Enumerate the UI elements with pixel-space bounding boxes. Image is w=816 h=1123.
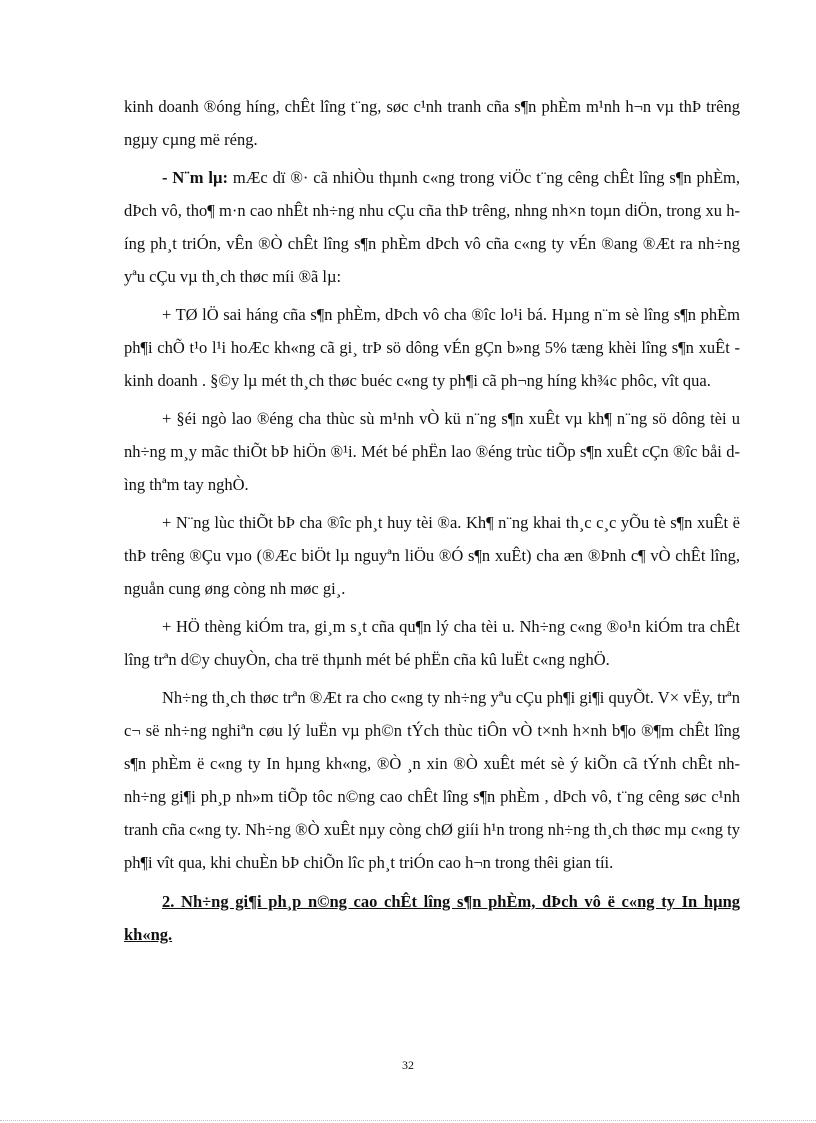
paragraph-fifth-point [124, 161, 740, 293]
paragraph-continuation: kinh doanh ®óng híng, chÊt lîng t¨ng, søc c¹nh tranh cña s¶n phÈm m¹nh h¬n vµ thÞ trêng ngµy cµng më réng. [124, 97, 740, 149]
paragraph-inspection: + HÖ thèng kiÓm tra, gi¸m s¸t cña qu¶n lý cha tèi u. Nh÷ng c«ng ®o¹n kiÓm tra chÊt lîng trªn d©y chuyÒn, cha trë thµnh mét bé phËn cña kû luËt c«ng nghÖ. [124, 617, 740, 669]
body-text [124, 90, 740, 951]
paragraph-lead: - N¨m lµ: [162, 168, 229, 187]
paragraph-text: mÆc dï ®· cã nhiÒu thµnh c«ng trong viÖc t¨ng cêng chÊt lîng s¶n phÈm, dÞch vô, tho¶ m·n cao nhÊt nh÷ng nhu cÇu cña thÞ trêng, nhng nh×n toµn diÖn, trong xu híng ph¸t triÓn, vÊn ®Ò chÊt lîng s¶n phÈm dÞch vô cña c«ng ty vÉn ®ang ®Æt ra nh÷ng yªu cÇu vµ th¸ch thøc míi ®ã lµ: [124, 168, 740, 286]
paragraph-equipment: + N¨ng lùc thiÕt bÞ cha ®îc ph¸t huy tèi ®a. Kh¶ n¨ng khai th¸c c¸c yÕu tè s¶n xuÊt ë thÞ trêng ®Çu vµo (®Æc biÖt lµ nguyªn liÖu ®Ó s¶n xuÊt) cha æn ®Þnh c¶ vÒ chÊt lîng, nguån cung øng còng nh møc gi¸. [124, 513, 740, 598]
section-heading: 2. Nh÷ng gi¶i ph¸p n©ng cao chÊt lîng s¶n phÈm, dÞch vô ë c«ng ty In hµng kh«ng. [124, 892, 740, 944]
paragraph-workforce: + §éi ngò lao ®éng cha thùc sù m¹nh vÒ kü n¨ng s¶n xuÊt vµ kh¶ n¨ng sö dông tèi u nh÷ng m¸y mãc thiÕt bÞ hiÖn ®¹i. Mét bé phËn lao ®éng trùc tiÕp s¶n xuÊt cÇn ®îc båi dìng thªm tay nghÒ. [124, 409, 740, 494]
paragraph-defect-rate: + TØ lÖ sai háng cña s¶n phÈm, dÞch vô cha ®îc lo¹i bá. Hµng n¨m sè lîng s¶n phÈm ph¶i chÕ t¹o l¹i hoÆc kh«ng cã gi¸ trÞ sö dông vÉn gÇn b»ng 5% tæng khèi lîng s¶n xuÊt - kinh doanh . §©y lµ mét th¸ch thøc buéc c«ng ty ph¶i cã ph¬ng híng kh¾c phôc, vît qua. [124, 305, 740, 390]
page-number: 32 [402, 1058, 414, 1072]
footer-divider [0, 1120, 816, 1121]
paragraph-challenges: Nh÷ng th¸ch thøc trªn ®Æt ra cho c«ng ty nh÷ng yªu cÇu ph¶i gi¶i quyÕt. V× vËy, trªn c¬ së nh÷ng nghiªn cøu lý luËn vµ ph©n tÝch thùc tiÔn vÒ t×nh h×nh b¶o ®¶m chÊt lîng s¶n phÈm ë c«ng ty In hµng kh«ng, ®Ò ¸n xin ®Ò xuÊt mét sè ý kiÕn cã tÝnh chÊt nh nh÷ng gi¶i ph¸p nh»m tiÕp tôc n©ng cao chÊt lîng s¶n phÈm , dÞch vô, t¨ng cêng søc c¹nh tranh cña c«ng ty. Nh÷ng ®Ò xuÊt nµy còng chØ giíi h¹n trong nh÷ng th¸ch thøc mµ c«ng ty ph¶i vît qua, khi chuÈn bÞ chiÕn lîc ph¸t triÓn cao h¬n trong thêi gian tíi. [124, 688, 740, 872]
